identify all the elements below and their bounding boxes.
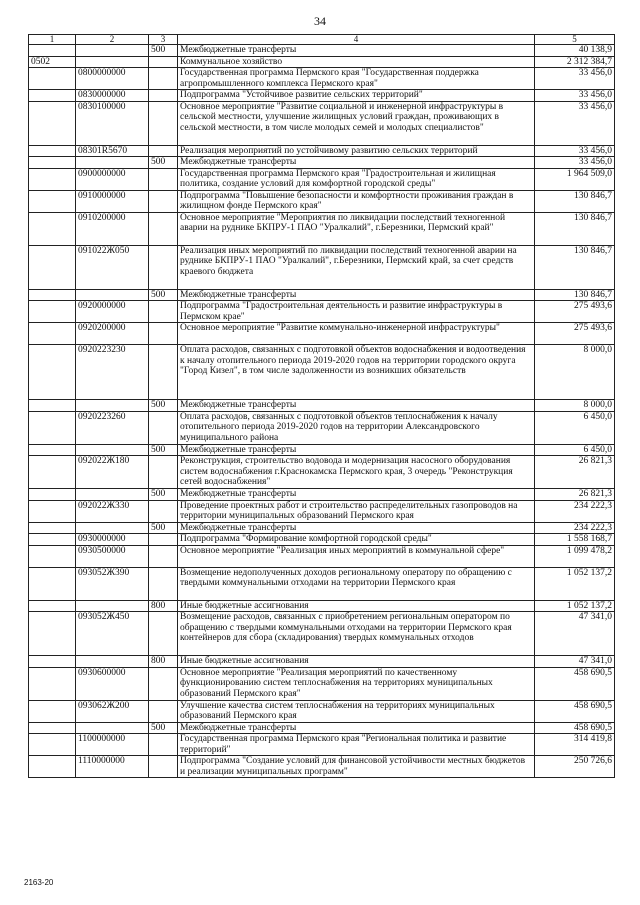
cell-c2: 0930600000 — [76, 667, 149, 700]
header-cell: 3 — [149, 35, 178, 45]
cell-c3: 500 — [149, 722, 178, 734]
cell-c1 — [29, 212, 76, 245]
table-row — [29, 756, 615, 778]
cell-c5: 33 456,0 — [535, 90, 615, 102]
cell-c1 — [29, 444, 76, 456]
cell-c1 — [29, 345, 76, 400]
cell-c5: 47 341,0 — [535, 612, 615, 656]
cell-c2 — [76, 157, 149, 169]
cell-c5: 314 419,8 — [535, 734, 615, 756]
cell-c1 — [29, 289, 76, 301]
cell-c1 — [29, 245, 76, 289]
cell-c3 — [149, 500, 178, 522]
cell-c1 — [29, 45, 76, 57]
cell-c2: 08301R5670 — [76, 145, 149, 157]
table-row — [29, 612, 615, 656]
table-row — [29, 656, 615, 668]
cell-c1 — [29, 700, 76, 722]
table-row — [29, 101, 615, 145]
cell-c1 — [29, 612, 76, 656]
cell-c5: 26 821,3 — [535, 456, 615, 489]
table-row — [29, 700, 615, 722]
cell-c3 — [149, 700, 178, 722]
cell-c2 — [76, 489, 149, 501]
cell-c5: 33 456,0 — [535, 101, 615, 145]
cell-c4: Подпрограмма "Создание условий для финансовой устойчивости местных бюджетов и реализации муниципальных программ" — [178, 756, 535, 778]
cell-c2 — [76, 56, 149, 68]
cell-c1 — [29, 734, 76, 756]
table-row — [29, 500, 615, 522]
cell-c3: 500 — [149, 400, 178, 412]
cell-c5: 130 846,7 — [535, 212, 615, 245]
header-cell: 5 — [535, 35, 615, 45]
cell-c4: Иные бюджетные ассигнования — [178, 656, 535, 668]
cell-c1 — [29, 456, 76, 489]
cell-c4: Основное мероприятие "Развитие социальной и инженерной инфраструктуры в сельской местности, улучшение жилищных условий граждан, проживающих в сельской местности, в том числе молодых семей и молодых специалистов" — [178, 101, 535, 145]
table-row — [29, 245, 615, 289]
budget-table — [28, 34, 615, 778]
cell-c2 — [76, 656, 149, 668]
page-number: 34 — [314, 14, 326, 28]
cell-c3 — [149, 212, 178, 245]
cell-c1: 0502 — [29, 56, 76, 68]
cell-c4: Государственная программа Пермского края "Градостроительная и жилищная политика, создание условий для комфортной городской среды" — [178, 168, 535, 190]
cell-c5: 130 846,7 — [535, 245, 615, 289]
cell-c2: 0800000000 — [76, 68, 149, 90]
cell-c3 — [149, 245, 178, 289]
cell-c3 — [149, 68, 178, 90]
cell-c1 — [29, 301, 76, 323]
cell-c4: Реализация мероприятий по устойчивому развитию сельских территорий — [178, 145, 535, 157]
cell-c5: 33 456,0 — [535, 68, 615, 90]
cell-c4: Возмещение расходов, связанных с приобретением региональным оператором по обращению с твердыми коммунальными отходами на территории Пермского края контейнеров для сбора (складирования) твердых коммунальных отходов — [178, 612, 535, 656]
cell-c5: 130 846,7 — [535, 289, 615, 301]
cell-c5: 6 450,0 — [535, 411, 615, 444]
table-row — [29, 489, 615, 501]
cell-c2 — [76, 600, 149, 612]
cell-c3 — [149, 612, 178, 656]
document-code: 2163-20 — [24, 878, 54, 887]
cell-c2: 093062Ж200 — [76, 700, 149, 722]
cell-c5: 130 846,7 — [535, 190, 615, 212]
cell-c1 — [29, 534, 76, 546]
cell-c4: Подпрограмма "Формирование комфортной городской среды" — [178, 534, 535, 546]
cell-c3 — [149, 145, 178, 157]
table-row — [29, 534, 615, 546]
cell-c5: 1 052 137,2 — [535, 600, 615, 612]
cell-c3: 800 — [149, 600, 178, 612]
cell-c4: Основное мероприятие "Мероприятия по ликвидации последствий техногенной аварии на руднике БКПРУ-1 ПАО "Уралкалий", г.Березники, Пермский край" — [178, 212, 535, 245]
table-row — [29, 56, 615, 68]
cell-c4: Межбюджетные трансферты — [178, 45, 535, 57]
cell-c2 — [76, 722, 149, 734]
table-row — [29, 157, 615, 169]
table-row — [29, 345, 615, 400]
cell-c4: Коммунальное хозяйство — [178, 56, 535, 68]
cell-c5: 8 000,0 — [535, 345, 615, 400]
cell-c1 — [29, 500, 76, 522]
cell-c2: 0910200000 — [76, 212, 149, 245]
table-row — [29, 212, 615, 245]
cell-c2: 093052Ж450 — [76, 612, 149, 656]
cell-c2: 0920223230 — [76, 345, 149, 400]
cell-c4: Реконструкция, строительство водовода и модернизация насосного оборудования систем водоснабжения г.Краснокамска Пермского края, 3 очередь "Реконструкция сетей водоснабжения" — [178, 456, 535, 489]
cell-c5: 33 456,0 — [535, 157, 615, 169]
cell-c4: Основное мероприятие "Реализация иных мероприятий в коммунальной сфере" — [178, 545, 535, 567]
cell-c3: 500 — [149, 444, 178, 456]
cell-c5: 234 222,3 — [535, 522, 615, 534]
cell-c1 — [29, 411, 76, 444]
cell-c2: 0900000000 — [76, 168, 149, 190]
cell-c5: 1 964 509,0 — [535, 168, 615, 190]
cell-c1 — [29, 157, 76, 169]
table-row — [29, 545, 615, 567]
cell-c1 — [29, 101, 76, 145]
table-row — [29, 323, 615, 345]
cell-c1 — [29, 667, 76, 700]
cell-c3 — [149, 545, 178, 567]
cell-c2 — [76, 45, 149, 57]
cell-c1 — [29, 567, 76, 600]
cell-c2: 0910000000 — [76, 190, 149, 212]
cell-c1 — [29, 656, 76, 668]
cell-c3 — [149, 101, 178, 145]
header-cell: 2 — [76, 35, 149, 45]
cell-c4: Государственная программа Пермского края "Государственная поддержка агропромышленного комплекса Пермского края" — [178, 68, 535, 90]
cell-c4: Подпрограмма "Градостроительная деятельность и развитие инфраструктуры в Пермском крае" — [178, 301, 535, 323]
table-row — [29, 289, 615, 301]
cell-c4: Реализация иных мероприятий по ликвидации последствий техногенной аварии на руднике БКПРУ-1 ПАО "Уралкалий", г.Березники, Пермский край, за счет средств краевого бюджета — [178, 245, 535, 289]
cell-c4: Возмещение недополученных доходов региональному оператору по обращению с твердыми коммунальными отходами на территории Пермского края — [178, 567, 535, 600]
header-cell: 1 — [29, 35, 76, 45]
cell-c1 — [29, 489, 76, 501]
cell-c2: 093052Ж390 — [76, 567, 149, 600]
cell-c4: Улучшение качества систем теплоснабжения на территориях муниципальных образований Пермского края — [178, 700, 535, 722]
cell-c2: 0920000000 — [76, 301, 149, 323]
cell-c4: Оплата расходов, связанных с подготовкой объектов водоснабжения и водоотведения к началу отопительного периода 2019-2020 годов на территории городского округа "Город Кизел", в том числе задолженности из возникших обязательств — [178, 345, 535, 400]
cell-c2: 0830000000 — [76, 90, 149, 102]
cell-c2 — [76, 400, 149, 412]
table-row — [29, 722, 615, 734]
table-row — [29, 567, 615, 600]
cell-c3 — [149, 323, 178, 345]
cell-c4: Межбюджетные трансферты — [178, 522, 535, 534]
cell-c4: Межбюджетные трансферты — [178, 489, 535, 501]
cell-c3 — [149, 90, 178, 102]
cell-c1 — [29, 168, 76, 190]
table-row — [29, 45, 615, 57]
table-row — [29, 301, 615, 323]
cell-c5: 234 222,3 — [535, 500, 615, 522]
table-row — [29, 145, 615, 157]
cell-c5: 1 099 478,2 — [535, 545, 615, 567]
cell-c4: Основное мероприятие "Реализация мероприятий по качественному функционированию систем теплоснабжения на территориях муниципальных образований Пермского края" — [178, 667, 535, 700]
cell-c4: Государственная программа Пермского края "Региональная политика и развитие территорий" — [178, 734, 535, 756]
table-row — [29, 734, 615, 756]
cell-c5: 1 558 168,7 — [535, 534, 615, 546]
cell-c4: Межбюджетные трансферты — [178, 722, 535, 734]
cell-c4: Подпрограмма "Устойчивое развитие сельских территорий" — [178, 90, 535, 102]
cell-c3 — [149, 534, 178, 546]
cell-c4: Проведение проектных работ и строительство распределительных газопроводов на территории муниципальных образований Пермского края — [178, 500, 535, 522]
cell-c3 — [149, 734, 178, 756]
table-row — [29, 456, 615, 489]
cell-c5: 40 138,9 — [535, 45, 615, 57]
cell-c5: 458 690,5 — [535, 700, 615, 722]
cell-c4: Межбюджетные трансферты — [178, 444, 535, 456]
cell-c5: 458 690,5 — [535, 667, 615, 700]
table-row — [29, 190, 615, 212]
cell-c1 — [29, 600, 76, 612]
cell-c2: 1100000000 — [76, 734, 149, 756]
header-cell: 4 — [178, 35, 535, 45]
cell-c5: 1 052 137,2 — [535, 567, 615, 600]
cell-c2: 0830100000 — [76, 101, 149, 145]
cell-c2: 0920223260 — [76, 411, 149, 444]
cell-c3: 500 — [149, 289, 178, 301]
cell-c1 — [29, 722, 76, 734]
cell-c1 — [29, 68, 76, 90]
table-row — [29, 667, 615, 700]
cell-c1 — [29, 400, 76, 412]
cell-c4: Межбюджетные трансферты — [178, 400, 535, 412]
cell-c2: 092022Ж180 — [76, 456, 149, 489]
cell-c3 — [149, 190, 178, 212]
cell-c4: Межбюджетные трансферты — [178, 289, 535, 301]
cell-c1 — [29, 190, 76, 212]
cell-c2: 091022Ж050 — [76, 245, 149, 289]
cell-c2: 0920200000 — [76, 323, 149, 345]
cell-c4: Основное мероприятие "Развитие коммунально-инженерной инфраструктуры" — [178, 323, 535, 345]
cell-c2: 092022Ж330 — [76, 500, 149, 522]
cell-c3 — [149, 411, 178, 444]
cell-c4: Оплата расходов, связанных с подготовкой объектов теплоснабжения к началу отопительного периода 2019-2020 годов на территории Александровского муниципального района — [178, 411, 535, 444]
cell-c1 — [29, 522, 76, 534]
cell-c3 — [149, 168, 178, 190]
cell-c5: 458 690,5 — [535, 722, 615, 734]
table-row — [29, 600, 615, 612]
cell-c5: 275 493,6 — [535, 323, 615, 345]
cell-c3 — [149, 756, 178, 778]
cell-c5: 6 450,0 — [535, 444, 615, 456]
cell-c2: 1110000000 — [76, 756, 149, 778]
cell-c2 — [76, 289, 149, 301]
cell-c1 — [29, 756, 76, 778]
cell-c5: 33 456,0 — [535, 145, 615, 157]
cell-c5: 250 726,6 — [535, 756, 615, 778]
cell-c2: 0930500000 — [76, 545, 149, 567]
cell-c2: 0930000000 — [76, 534, 149, 546]
cell-c1 — [29, 145, 76, 157]
cell-c3 — [149, 301, 178, 323]
cell-c2 — [76, 444, 149, 456]
cell-c4: Подпрограмма "Повышение безопасности и комфортности проживания граждан в жилищном фонде Пермского края" — [178, 190, 535, 212]
cell-c3 — [149, 456, 178, 489]
table-row — [29, 168, 615, 190]
cell-c3: 500 — [149, 157, 178, 169]
cell-c3: 800 — [149, 656, 178, 668]
table-row — [29, 444, 615, 456]
cell-c5: 275 493,6 — [535, 301, 615, 323]
cell-c5: 2 312 384,7 — [535, 56, 615, 68]
cell-c4: Иные бюджетные ассигнования — [178, 600, 535, 612]
cell-c2 — [76, 522, 149, 534]
cell-c3 — [149, 345, 178, 400]
table-row — [29, 90, 615, 102]
cell-c5: 47 341,0 — [535, 656, 615, 668]
table-row — [29, 522, 615, 534]
cell-c4: Межбюджетные трансферты — [178, 157, 535, 169]
cell-c3: 500 — [149, 489, 178, 501]
cell-c3 — [149, 56, 178, 68]
cell-c1 — [29, 545, 76, 567]
cell-c3 — [149, 567, 178, 600]
table-row — [29, 68, 615, 90]
cell-c3 — [149, 667, 178, 700]
table-row — [29, 400, 615, 412]
table-row — [29, 411, 615, 444]
cell-c3: 500 — [149, 522, 178, 534]
cell-c5: 8 000,0 — [535, 400, 615, 412]
cell-c5: 26 821,3 — [535, 489, 615, 501]
cell-c3: 500 — [149, 45, 178, 57]
cell-c1 — [29, 90, 76, 102]
cell-c1 — [29, 323, 76, 345]
table-header-row — [29, 35, 615, 45]
